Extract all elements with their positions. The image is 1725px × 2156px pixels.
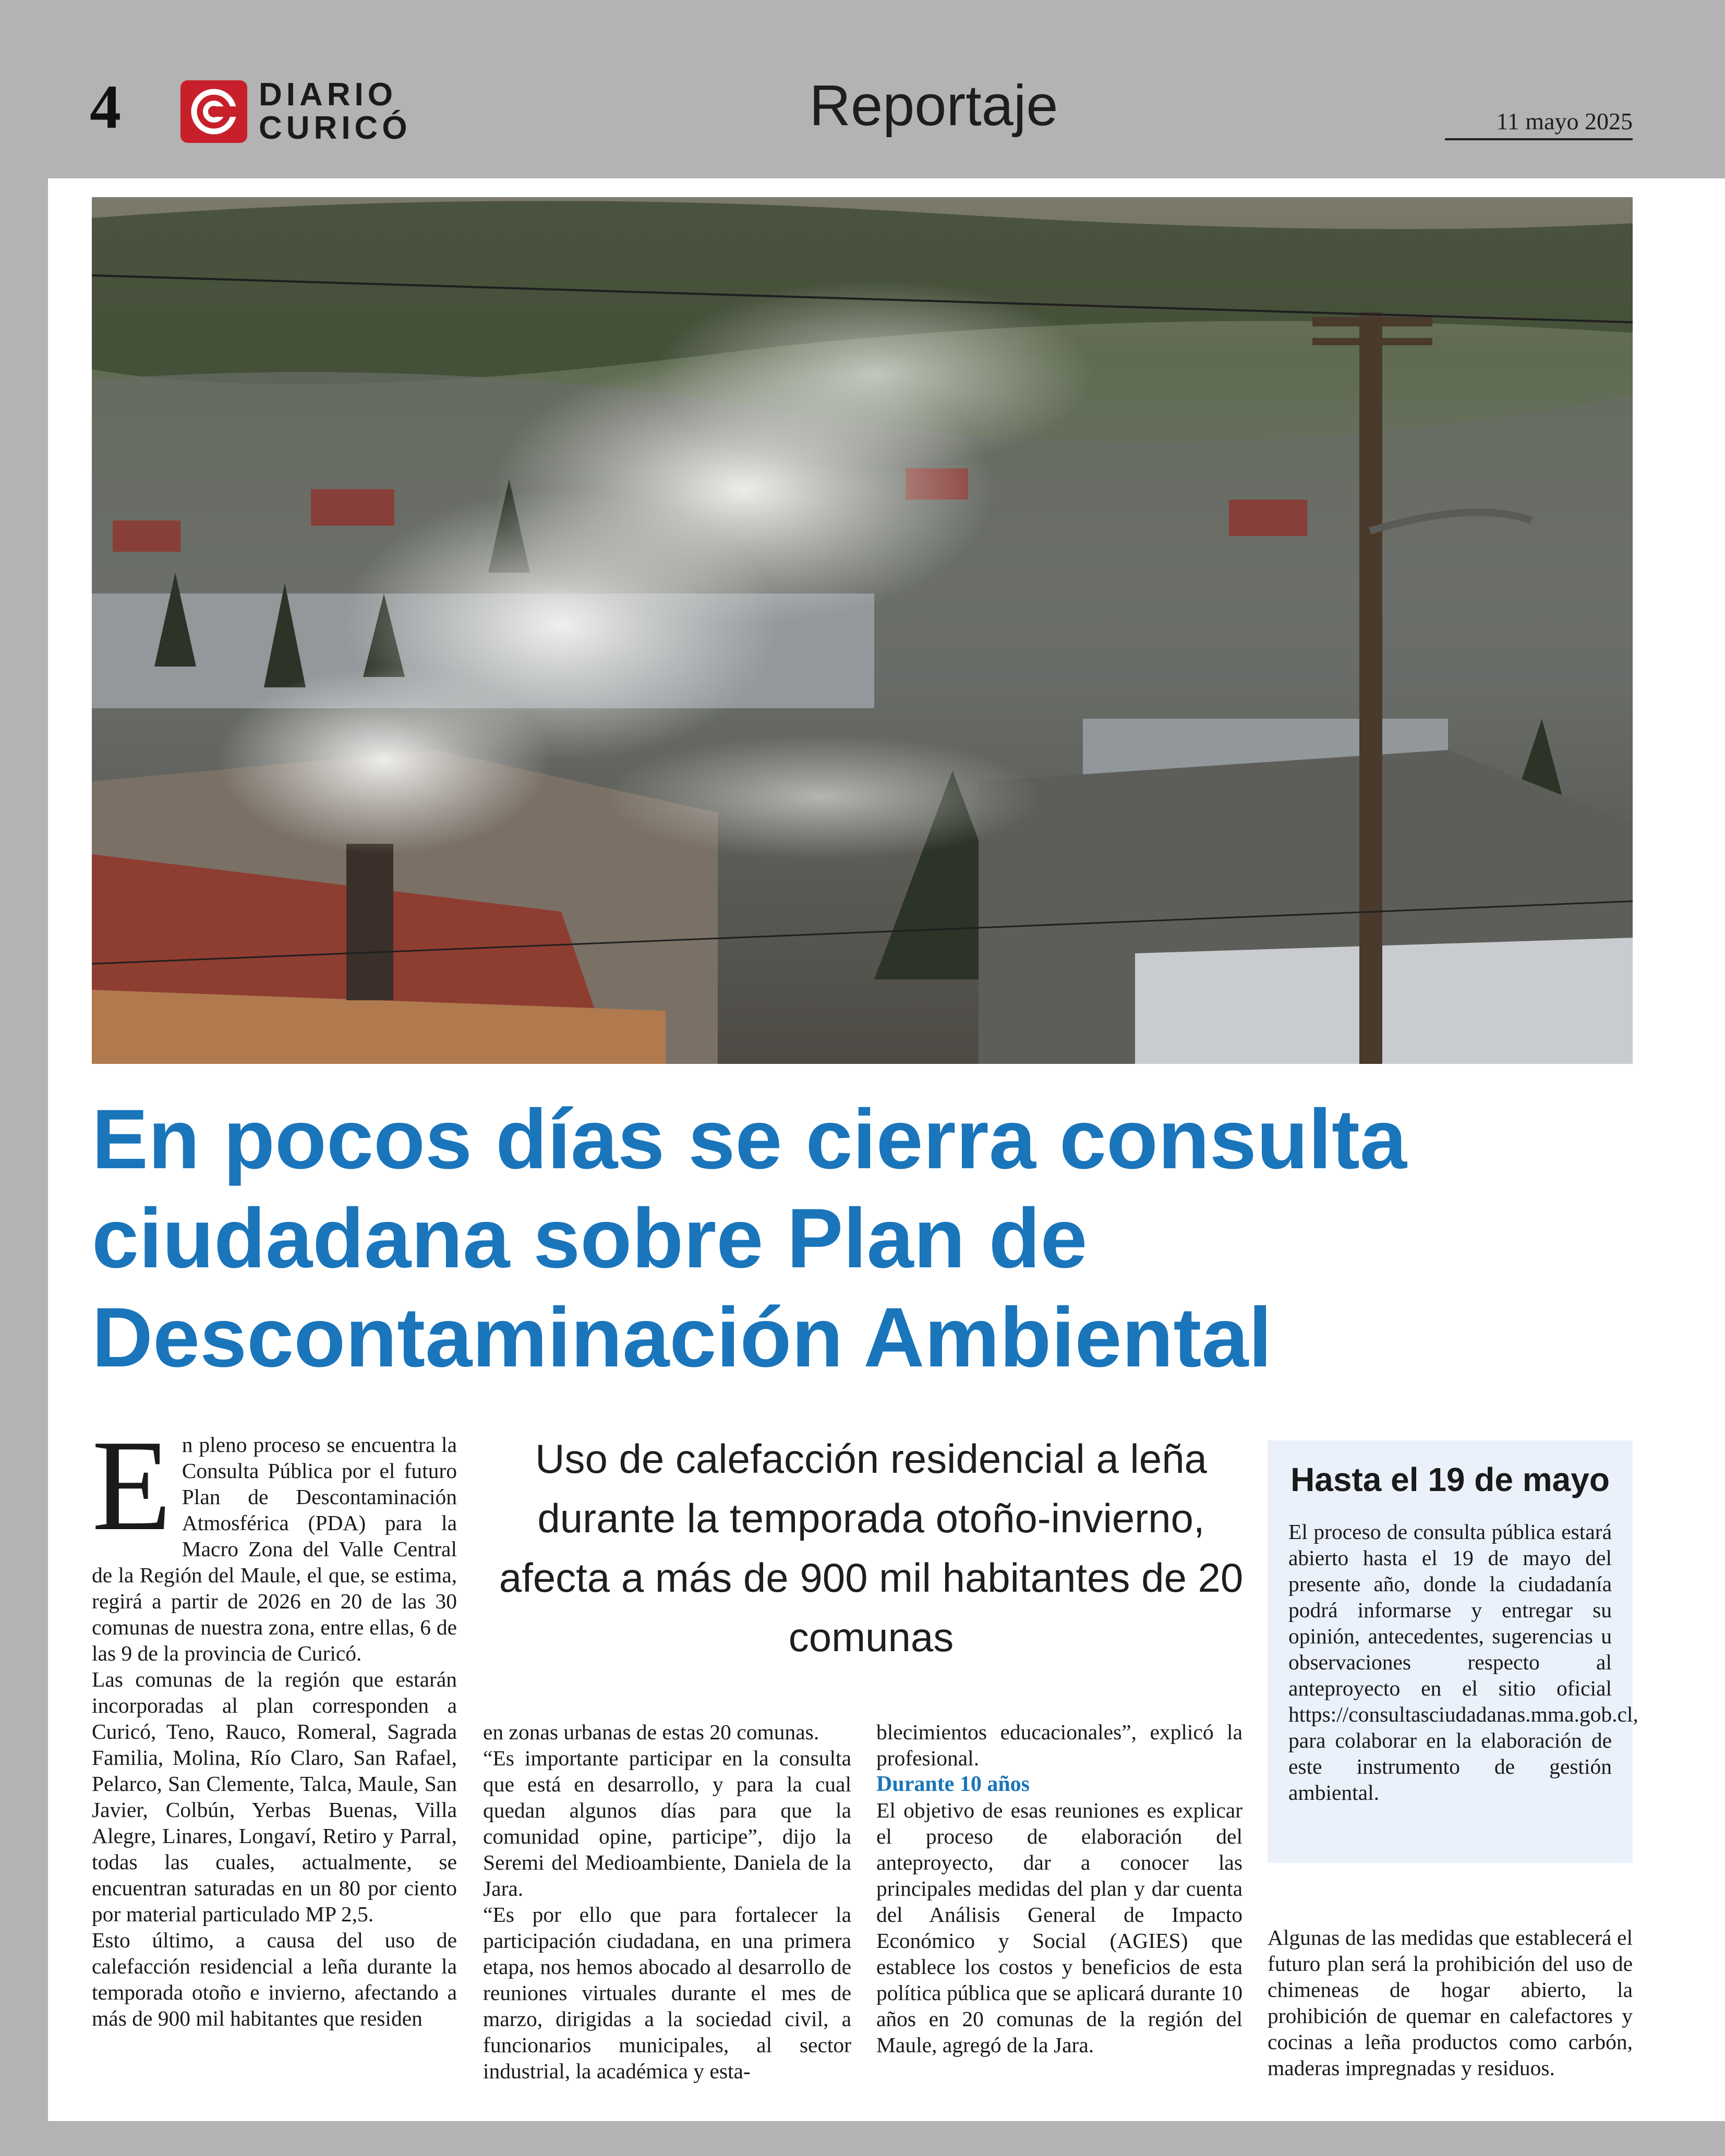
article-paragraph: “Es por ello que para fortalecer la participación ciudadana, en una primera etapa, nos hemos abocado al desarrollo de reuniones virtuales durante el mes de marzo, dirigidas a la sociedad civil, a funcionarios municipales, al sector industrial, la académica y esta- bbox=[483, 1903, 851, 2083]
article-paragraph: El objetivo de esas reuniones es explicar el proceso de elaboración del anteproyecto, dar a conocer las principales medidas del plan y dar cuenta del Análisis General de Impacto Económico y Social (AGIES) que establece los costos y beneficios de esta política pública que se aplicará durante 10 años en 20 comunas de la región del Maule, agregó de la Jara. bbox=[876, 1798, 1243, 2057]
article-paragraph: en zonas urbanas de estas 20 comunas. bbox=[483, 1720, 819, 1744]
logo-line-1: DIARIO bbox=[259, 77, 397, 113]
drop-cap: E bbox=[92, 1413, 172, 1558]
article-column-3 bbox=[876, 1719, 1243, 2058]
article-column-1 bbox=[92, 1413, 457, 2031]
info-box bbox=[1268, 1440, 1638, 1863]
article-paragraph: “Es importante participar en la consulta que está en desarrollo, y para la cual quedan algunos días para que la comunidad opine, participe”, dijo la Seremi del Medioambiente, Daniela de la Jara. bbox=[483, 1746, 851, 1900]
info-box-body: El proceso de consulta pública estará abierto hasta el 19 de mayo del presente año, donde la ciudadanía podrá informarse y entregar su opinión, antecedentes, sugerencias u observaciones respecto al anteproyecto en el sitio oficial https://consultasciudadanas.mma.gob.cl, para colaborar en la elaboración de este instrumento de gestión ambiental. bbox=[1288, 1520, 1638, 1804]
article-paragraph: Algunas de las medidas que establecerá el futuro plan será la prohibición del uso de chimeneas de hogar abierto, la prohibición de quemar en calefactores y cocinas a leña productos como carbón, maderas impregnadas y residuos. bbox=[1268, 1925, 1633, 2080]
article-column-2 bbox=[483, 1719, 851, 2084]
article-paragraph: Las comunas de la región que estarán incorporadas al plan corresponden a Curicó, Teno, Rauco, Romeral, Sagrada Familia, Molina, Río Claro, San Rafael, Pelarco, San Clemente, Talca, Maule, San Javier, Colbún, Yerbas Buenas, Villa Alegre, Linares, Longaví, Retiro y Parral, todas las cuales, actualmente, se encuentran saturadas en un 80 por ciento por material particulado MP 2,5. bbox=[92, 1667, 457, 1926]
newspaper-logo bbox=[180, 78, 420, 146]
lead-photo bbox=[92, 197, 1633, 1064]
pull-quote: Uso de calefacción residencial a leña durante la temporada otoño-invierno, afecta a más de 900 mil habitantes de 20 comunas bbox=[499, 1436, 1244, 1660]
section-subhead: Durante 10 años bbox=[876, 1772, 1030, 1796]
article-paragraph: blecimientos educacionales”, explicó la profesional. bbox=[876, 1720, 1243, 1770]
page-number: 4 bbox=[90, 72, 121, 141]
article-paragraph: Esto último, a causa del uso de calefacción residencial a leña durante la temporada otoño e invierno, afectando a más de 900 mil habitantes que residen bbox=[92, 1928, 457, 2030]
section-title: Reportaje bbox=[809, 74, 1058, 138]
logo-mark-icon bbox=[180, 80, 247, 143]
article-column-4 bbox=[1268, 1924, 1633, 2081]
logo-line-2: CURICÓ bbox=[259, 110, 412, 146]
info-box-title: Hasta el 19 de mayo bbox=[1290, 1461, 1610, 1498]
logo-wordmark bbox=[259, 78, 412, 145]
article-headline: En pocos días se cierra consulta ciudadana sobre Plan de Descontaminación Ambiental bbox=[92, 1092, 1407, 1385]
lead-text: n pleno proceso se encuentra la Consulta Pública por el futuro Plan de Descontaminación Atmosférica (PDA) para la Macro Zona del Valle Central de la Región del Maule, el que, se estima, regirá a partir de 2026 en 20 de las 30 comunas de nuestra zona, entre ellas, 6 de las 9 de la provincia de Curicó. bbox=[92, 1433, 457, 1665]
article-paragraph bbox=[92, 1413, 457, 1666]
issue-date: 11 mayo 2025 bbox=[1445, 107, 1633, 140]
